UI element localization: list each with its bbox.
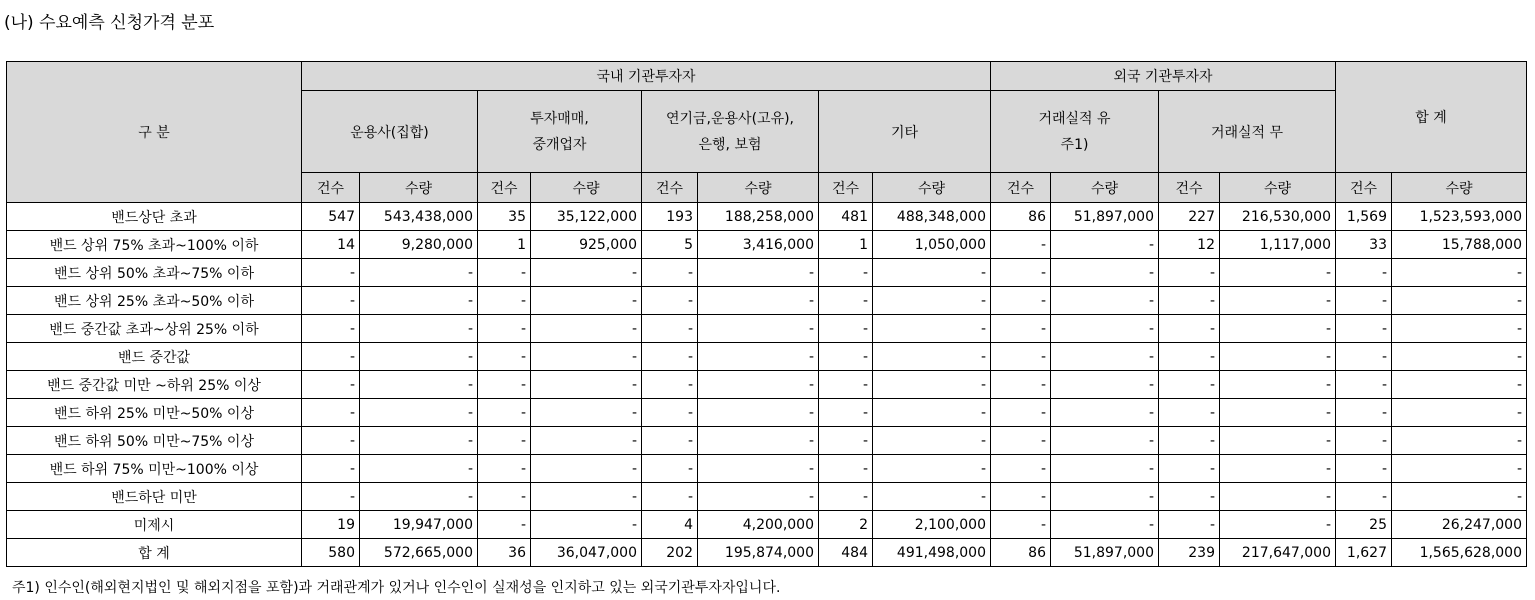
count-cell: 484: [819, 539, 873, 567]
quantity-cell: -: [873, 399, 991, 427]
quantity-cell: -: [1392, 287, 1527, 315]
quantity-cell: -: [873, 483, 991, 511]
row-label: 밴드하단 미만: [7, 483, 302, 511]
header-dealer-line1: 투자매매,: [530, 110, 589, 127]
quantity-cell: -: [1220, 343, 1336, 371]
count-cell: 193: [642, 203, 698, 231]
header-quantity: 수량: [1051, 173, 1159, 203]
table-row: [7, 315, 1527, 343]
count-cell: -: [478, 511, 531, 539]
quantity-cell: -: [1051, 259, 1159, 287]
count-cell: -: [819, 455, 873, 483]
count-cell: -: [478, 287, 531, 315]
count-cell: 14: [302, 231, 360, 259]
quantity-cell: -: [873, 427, 991, 455]
quantity-cell: -: [873, 259, 991, 287]
header-dealer: [478, 91, 642, 173]
quantity-cell: 216,530,000: [1220, 203, 1336, 231]
quantity-cell: 35,122,000: [531, 203, 642, 231]
count-cell: -: [1336, 259, 1392, 287]
table-row: [7, 511, 1527, 539]
count-cell: 2: [819, 511, 873, 539]
count-cell: 202: [642, 539, 698, 567]
header-other: 기타: [819, 91, 991, 173]
count-cell: -: [642, 343, 698, 371]
count-cell: -: [819, 259, 873, 287]
quantity-cell: 488,348,000: [873, 203, 991, 231]
quantity-cell: -: [1220, 427, 1336, 455]
quantity-cell: -: [698, 483, 819, 511]
quantity-cell: 4,200,000: [698, 511, 819, 539]
quantity-cell: -: [360, 371, 478, 399]
count-cell: -: [991, 511, 1051, 539]
header-count: 건수: [642, 173, 698, 203]
header-with-record-line1: 거래실적 유: [1038, 110, 1111, 127]
header-foreign: 외국 기관투자자: [991, 62, 1336, 91]
quantity-cell: -: [360, 399, 478, 427]
quantity-cell: -: [873, 455, 991, 483]
quantity-cell: -: [1392, 455, 1527, 483]
header-quantity: 수량: [873, 173, 991, 203]
row-label: 밴드 상위 25% 초과~50% 이하: [7, 287, 302, 315]
quantity-cell: -: [1051, 455, 1159, 483]
quantity-cell: 1,523,593,000: [1392, 203, 1527, 231]
quantity-cell: 19,947,000: [360, 511, 478, 539]
quantity-cell: -: [873, 315, 991, 343]
quantity-cell: -: [531, 483, 642, 511]
quantity-cell: -: [1392, 427, 1527, 455]
count-cell: 35: [478, 203, 531, 231]
count-cell: -: [302, 315, 360, 343]
count-cell: -: [819, 483, 873, 511]
quantity-cell: 1,117,000: [1220, 231, 1336, 259]
count-cell: -: [1336, 399, 1392, 427]
count-cell: -: [642, 455, 698, 483]
row-label: 밴드 하위 75% 미만~100% 이상: [7, 455, 302, 483]
quantity-cell: -: [1392, 343, 1527, 371]
count-cell: -: [819, 371, 873, 399]
quantity-cell: -: [1051, 315, 1159, 343]
quantity-cell: -: [531, 427, 642, 455]
count-cell: 1,627: [1336, 539, 1392, 567]
quantity-cell: 543,438,000: [360, 203, 478, 231]
row-label: 합 계: [7, 539, 302, 567]
count-cell: 547: [302, 203, 360, 231]
count-cell: 12: [1159, 231, 1220, 259]
quantity-cell: 925,000: [531, 231, 642, 259]
quantity-cell: -: [1220, 287, 1336, 315]
count-cell: -: [991, 287, 1051, 315]
count-cell: -: [302, 427, 360, 455]
quantity-cell: 572,665,000: [360, 539, 478, 567]
quantity-cell: 9,280,000: [360, 231, 478, 259]
count-cell: -: [302, 399, 360, 427]
quantity-cell: -: [531, 455, 642, 483]
quantity-cell: 26,247,000: [1392, 511, 1527, 539]
count-cell: -: [478, 455, 531, 483]
header-total: 합 계: [1336, 62, 1527, 173]
row-label: 미제시: [7, 511, 302, 539]
count-cell: -: [991, 231, 1051, 259]
count-cell: -: [302, 343, 360, 371]
quantity-cell: -: [531, 287, 642, 315]
quantity-cell: 2,100,000: [873, 511, 991, 539]
count-cell: 86: [991, 203, 1051, 231]
quantity-cell: -: [1220, 511, 1336, 539]
count-cell: 4: [642, 511, 698, 539]
count-cell: -: [991, 371, 1051, 399]
header-pension-line2: 은행, 보험: [698, 136, 762, 153]
quantity-cell: -: [1392, 371, 1527, 399]
quantity-cell: -: [531, 399, 642, 427]
count-cell: -: [642, 483, 698, 511]
header-quantity: 수량: [1392, 173, 1527, 203]
table-row: [7, 343, 1527, 371]
count-cell: -: [478, 259, 531, 287]
quantity-cell: -: [531, 511, 642, 539]
quantity-cell: -: [1220, 483, 1336, 511]
quantity-cell: -: [360, 455, 478, 483]
quantity-cell: 36,047,000: [531, 539, 642, 567]
quantity-cell: -: [698, 455, 819, 483]
table-row: [7, 399, 1527, 427]
quantity-cell: -: [360, 287, 478, 315]
header-count: 건수: [478, 173, 531, 203]
count-cell: -: [991, 455, 1051, 483]
header-count: 건수: [1336, 173, 1392, 203]
count-cell: -: [1336, 483, 1392, 511]
count-cell: -: [1336, 343, 1392, 371]
quantity-cell: -: [1051, 427, 1159, 455]
count-cell: 5: [642, 231, 698, 259]
count-cell: -: [819, 287, 873, 315]
count-cell: 1: [478, 231, 531, 259]
quantity-cell: 1,050,000: [873, 231, 991, 259]
table-row: [7, 455, 1527, 483]
count-cell: 580: [302, 539, 360, 567]
count-cell: -: [642, 399, 698, 427]
count-cell: 33: [1336, 231, 1392, 259]
header-quantity: 수량: [1220, 173, 1336, 203]
count-cell: 481: [819, 203, 873, 231]
quantity-cell: -: [698, 259, 819, 287]
header-with-record: [991, 91, 1159, 173]
table-row: [7, 483, 1527, 511]
count-cell: -: [1159, 259, 1220, 287]
count-cell: -: [991, 343, 1051, 371]
quantity-cell: -: [698, 427, 819, 455]
count-cell: -: [642, 315, 698, 343]
count-cell: -: [302, 455, 360, 483]
quantity-cell: -: [531, 371, 642, 399]
quantity-cell: 195,874,000: [698, 539, 819, 567]
count-cell: -: [1159, 371, 1220, 399]
quantity-cell: -: [1051, 483, 1159, 511]
quantity-cell: 217,647,000: [1220, 539, 1336, 567]
count-cell: 1: [819, 231, 873, 259]
quantity-cell: -: [873, 287, 991, 315]
quantity-cell: -: [360, 315, 478, 343]
count-cell: -: [478, 427, 531, 455]
table-row: [7, 539, 1527, 567]
row-label: 밴드상단 초과: [7, 203, 302, 231]
quantity-cell: -: [531, 315, 642, 343]
header-count: 건수: [819, 173, 873, 203]
count-cell: -: [991, 427, 1051, 455]
quantity-cell: -: [1051, 371, 1159, 399]
header-domestic: 국내 기관투자자: [302, 62, 991, 91]
count-cell: -: [819, 315, 873, 343]
row-label: 밴드 하위 25% 미만~50% 이상: [7, 399, 302, 427]
table-row: [7, 231, 1527, 259]
quantity-cell: -: [873, 371, 991, 399]
quantity-cell: -: [1220, 259, 1336, 287]
quantity-cell: -: [698, 287, 819, 315]
quantity-cell: -: [1051, 399, 1159, 427]
count-cell: -: [1336, 371, 1392, 399]
quantity-cell: -: [698, 399, 819, 427]
count-cell: -: [991, 399, 1051, 427]
count-cell: -: [642, 371, 698, 399]
quantity-cell: -: [1220, 399, 1336, 427]
table-row: [7, 203, 1527, 231]
count-cell: -: [1159, 455, 1220, 483]
count-cell: -: [1336, 455, 1392, 483]
count-cell: -: [1159, 287, 1220, 315]
quantity-cell: 15,788,000: [1392, 231, 1527, 259]
count-cell: -: [991, 315, 1051, 343]
quantity-cell: -: [1051, 343, 1159, 371]
footnote: 주1) 인수인(해외현지법인 및 해외지점을 포함)과 거래관계가 있거나 인수인이 실재성을 인지하고 있는 외국기관투자자입니다.: [12, 580, 781, 596]
section-title: (나) 수요예측 신청가격 분포: [4, 13, 215, 33]
count-cell: -: [302, 371, 360, 399]
header-without-record: 거래실적 무: [1159, 91, 1336, 173]
table-row: [7, 371, 1527, 399]
quantity-cell: -: [873, 343, 991, 371]
count-cell: -: [1336, 427, 1392, 455]
count-cell: 86: [991, 539, 1051, 567]
count-cell: -: [478, 483, 531, 511]
quantity-cell: -: [1051, 287, 1159, 315]
count-cell: -: [478, 399, 531, 427]
quantity-cell: 3,416,000: [698, 231, 819, 259]
quantity-cell: 188,258,000: [698, 203, 819, 231]
count-cell: -: [1159, 343, 1220, 371]
quantity-cell: 1,565,628,000: [1392, 539, 1527, 567]
quantity-cell: -: [698, 315, 819, 343]
header-quantity: 수량: [698, 173, 819, 203]
quantity-cell: -: [1051, 511, 1159, 539]
count-cell: -: [991, 259, 1051, 287]
count-cell: -: [478, 371, 531, 399]
header-dealer-line2: 중개업자: [532, 136, 587, 153]
row-label: 밴드 중간값 미만 ~하위 25% 이상: [7, 371, 302, 399]
count-cell: -: [302, 287, 360, 315]
table-row: [7, 259, 1527, 287]
row-label: 밴드 하위 50% 미만~75% 이상: [7, 427, 302, 455]
quantity-cell: -: [698, 371, 819, 399]
count-cell: -: [302, 259, 360, 287]
header-count: 건수: [302, 173, 360, 203]
count-cell: 239: [1159, 539, 1220, 567]
quantity-cell: -: [531, 259, 642, 287]
quantity-cell: -: [1392, 259, 1527, 287]
count-cell: -: [819, 399, 873, 427]
count-cell: 25: [1336, 511, 1392, 539]
header-count: 건수: [1159, 173, 1220, 203]
table-row: [7, 287, 1527, 315]
quantity-cell: -: [698, 343, 819, 371]
quantity-cell: -: [1220, 371, 1336, 399]
row-label: 밴드 중간값 초과~상위 25% 이하: [7, 315, 302, 343]
quantity-cell: -: [360, 259, 478, 287]
count-cell: -: [642, 259, 698, 287]
row-label: 밴드 중간값: [7, 343, 302, 371]
row-label: 밴드 상위 50% 초과~75% 이하: [7, 259, 302, 287]
quantity-cell: -: [1220, 315, 1336, 343]
count-cell: -: [1159, 399, 1220, 427]
header-quantity: 수량: [360, 173, 478, 203]
quantity-cell: -: [360, 483, 478, 511]
quantity-cell: -: [1220, 455, 1336, 483]
count-cell: 1,569: [1336, 203, 1392, 231]
count-cell: 227: [1159, 203, 1220, 231]
count-cell: -: [1159, 315, 1220, 343]
count-cell: 19: [302, 511, 360, 539]
header-pension: [642, 91, 819, 173]
count-cell: -: [478, 315, 531, 343]
quantity-cell: -: [531, 343, 642, 371]
count-cell: -: [1159, 427, 1220, 455]
count-cell: -: [819, 343, 873, 371]
quantity-cell: -: [1392, 315, 1527, 343]
header-pension-line1: 연기금,운용사(고유),: [665, 110, 795, 127]
table-row: [7, 427, 1527, 455]
demand-forecast-table: [6, 61, 1527, 567]
header-quantity: 수량: [531, 173, 642, 203]
count-cell: -: [478, 343, 531, 371]
quantity-cell: 51,897,000: [1051, 539, 1159, 567]
table-body: [7, 203, 1527, 567]
count-cell: -: [642, 287, 698, 315]
count-cell: -: [1336, 287, 1392, 315]
quantity-cell: -: [360, 427, 478, 455]
count-cell: -: [302, 483, 360, 511]
quantity-cell: -: [1051, 231, 1159, 259]
row-label: 밴드 상위 75% 초과~100% 이하: [7, 231, 302, 259]
header-with-record-line2: 주1): [1060, 136, 1089, 153]
count-cell: -: [1159, 511, 1220, 539]
header-category: 구 분: [7, 62, 302, 203]
header-count: 건수: [991, 173, 1051, 203]
count-cell: -: [1336, 315, 1392, 343]
quantity-cell: -: [1392, 399, 1527, 427]
quantity-cell: -: [360, 343, 478, 371]
count-cell: -: [991, 483, 1051, 511]
header-asset-mgmt: 운용사(집합): [302, 91, 478, 173]
quantity-cell: 491,498,000: [873, 539, 991, 567]
count-cell: -: [1159, 483, 1220, 511]
quantity-cell: 51,897,000: [1051, 203, 1159, 231]
quantity-cell: -: [1392, 483, 1527, 511]
count-cell: 36: [478, 539, 531, 567]
count-cell: -: [819, 427, 873, 455]
count-cell: -: [642, 427, 698, 455]
